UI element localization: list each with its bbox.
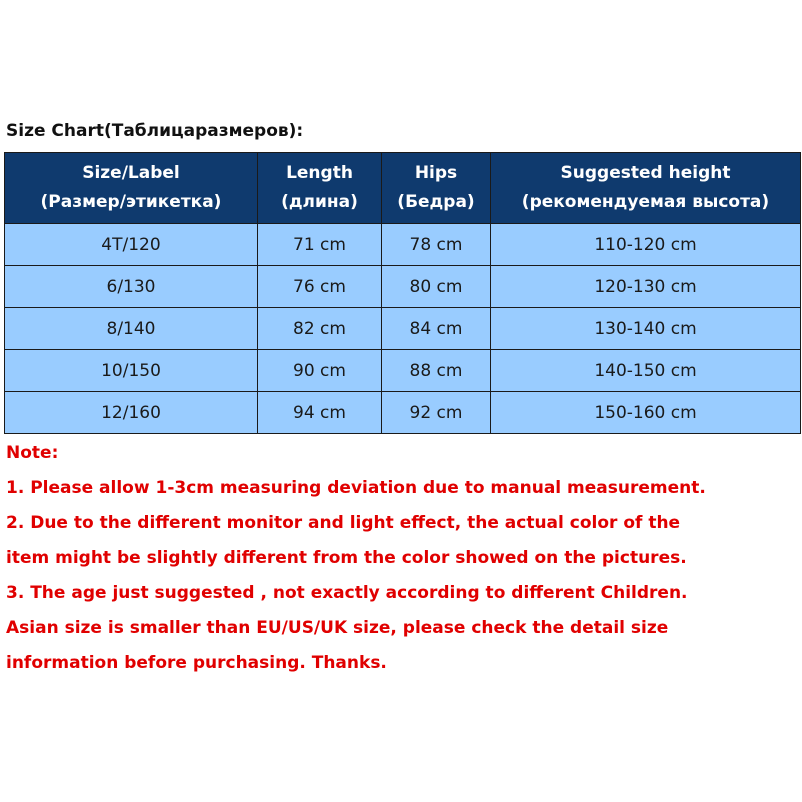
cell-size: 4T/120 (5, 224, 258, 266)
cell-hips: 78 cm (382, 224, 491, 266)
cell-hips: 92 cm (382, 392, 491, 434)
cell-size: 12/160 (5, 392, 258, 434)
header-length-ru: (длина) (281, 192, 358, 212)
cell-height: 130-140 cm (491, 308, 801, 350)
cell-hips: 80 cm (382, 266, 491, 308)
header-length (258, 153, 382, 224)
size-chart-table (4, 152, 801, 434)
header-hips-ru: (Бедра) (397, 192, 475, 212)
cell-height: 140-150 cm (491, 350, 801, 392)
cell-hips: 84 cm (382, 308, 491, 350)
header-hips (382, 153, 491, 224)
cell-length: 76 cm (258, 266, 382, 308)
table-row (5, 224, 801, 266)
header-suggested-height (491, 153, 801, 224)
cell-length: 94 cm (258, 392, 382, 434)
cell-height: 120-130 cm (491, 266, 801, 308)
table-header-row (5, 153, 801, 224)
note-line: 2. Due to the different monitor and light effect, the actual color of the (6, 513, 681, 533)
cell-length: 71 cm (258, 224, 382, 266)
note-line: 3. The age just suggested , not exactly according to different Children. (6, 583, 688, 603)
cell-hips: 88 cm (382, 350, 491, 392)
table-row (5, 392, 801, 434)
notes-section (6, 436, 800, 681)
note-line: 1. Please allow 1-3cm measuring deviation due to manual measurement. (6, 478, 706, 498)
cell-height: 150-160 cm (491, 392, 801, 434)
page-title: Size Chart(Таблицаразмеров): (6, 121, 304, 141)
header-size-label (5, 153, 258, 224)
header-height-en: Suggested height (560, 163, 731, 183)
notes-heading: Note: (6, 443, 59, 463)
header-hips-en: Hips (414, 163, 458, 183)
cell-size: 10/150 (5, 350, 258, 392)
header-size-label-ru: (Размер/этикетка) (40, 192, 222, 212)
cell-length: 82 cm (258, 308, 382, 350)
note-line: item might be slightly different from the color showed on the pictures. (6, 548, 687, 568)
header-length-en: Length (286, 163, 353, 183)
note-line: information before purchasing. Thanks. (6, 653, 387, 673)
table-row (5, 350, 801, 392)
cell-height: 110-120 cm (491, 224, 801, 266)
header-size-label-en: Size/Label (82, 163, 180, 183)
cell-length: 90 cm (258, 350, 382, 392)
table-row (5, 266, 801, 308)
note-line: Asian size is smaller than EU/US/UK size, please check the detail size (6, 618, 669, 638)
header-height-ru: (рекомендуемая высота) (521, 192, 770, 212)
table-row (5, 308, 801, 350)
cell-size: 6/130 (5, 266, 258, 308)
cell-size: 8/140 (5, 308, 258, 350)
